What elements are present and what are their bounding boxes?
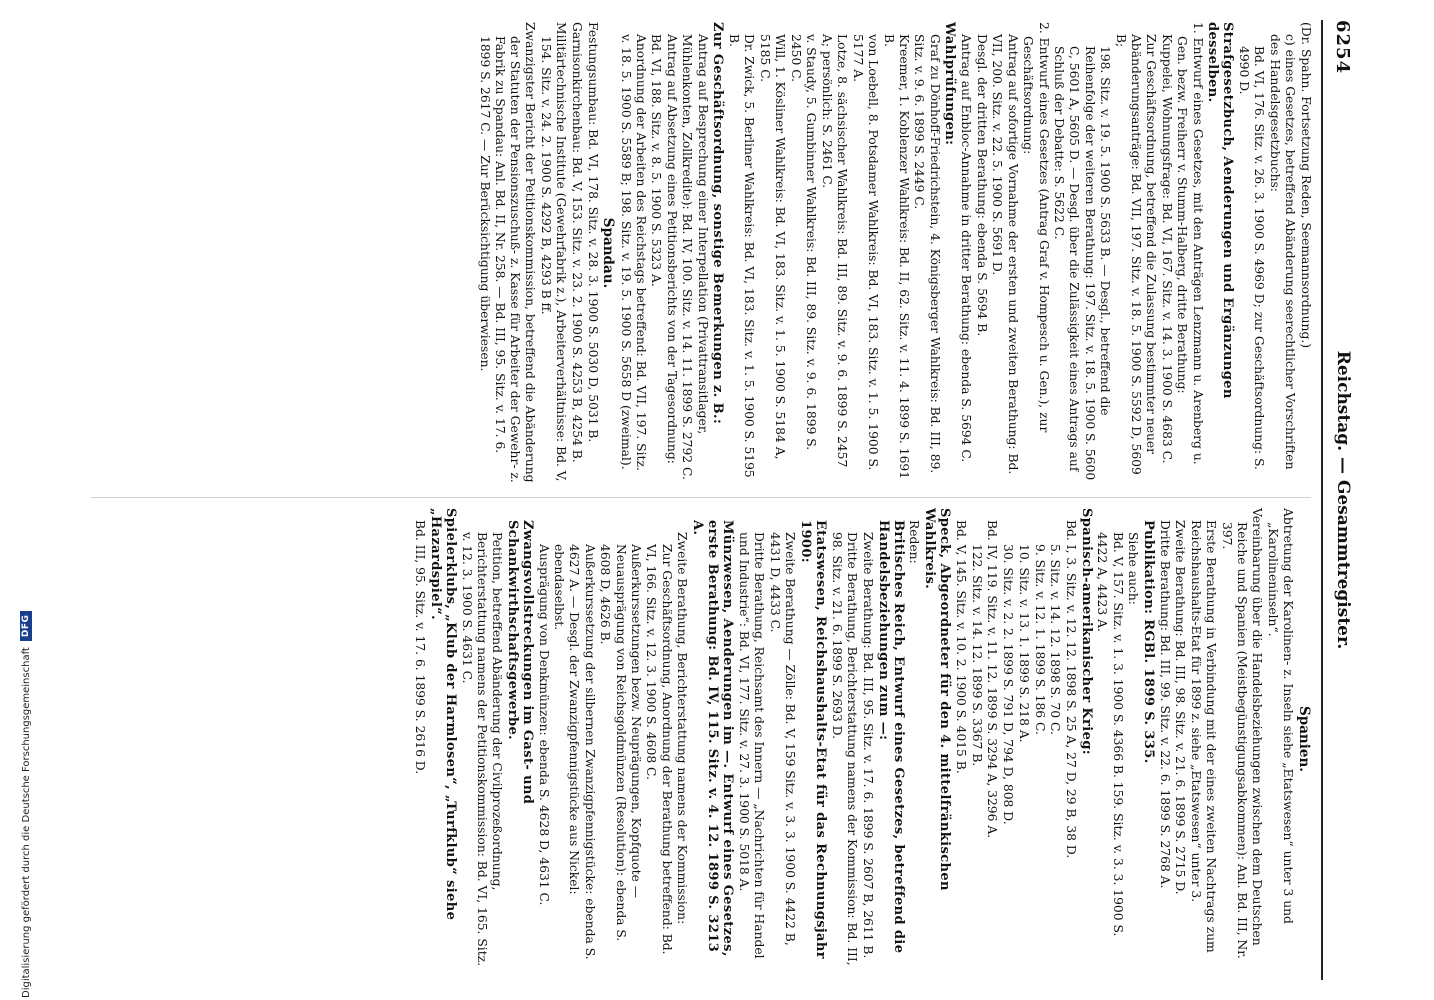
entry-line: Zwanzigster Bericht der Petitionskommission, betreffend die Abänderung der Statuten der Pensionszuschuß- z. Kasse für Arbeiter der Gewehr- z. Fabrik zu Spandau: Anl. Bd. II, Nr. 258. — Bd. III, 95. Sitz. v. 17. 6. 1899 S. 2617 C. — Zur Berücksichtigung überwiesen. [477, 22, 538, 483]
entry-line: 5. Sitz. v. 14. 12. 1898 S. 70 C. [1048, 544, 1063, 735]
entry-line: Antrag auf Besprechung einer Interpellation (Privattransitlager, Mühlenkonten, Zollkredite): Bd. IV, 100. Sitz. v. 14. 11. 1899 S. 2792 C. [680, 34, 710, 480]
entry-line: Dritte Berathung, Berichterstattung namens der Kommission: Bd. III, 98. Sitz. v. 21. 6. 1899 S. 2693 D. [829, 532, 860, 966]
entry-line: 122. Sitz. v. 14. 12. 1899 S. 3367 B. [969, 544, 984, 767]
page-number: 6254 [1332, 20, 1353, 75]
entry-line: Dr. Zwick, 5. Berliner Wahlkreis: Bd. VI, 183. Sitz. v. 1. 5. 1900 S. 5195 B. [726, 34, 757, 478]
entry-line: 9. Sitz. v. 12. 1. 1899 S. 186 C. [1032, 544, 1047, 735]
entry-line: Graf zu Dönhoff-Friedrichstein, 4. Königsberger Wahlkreis: Bd. III, 89. Sitz. v. 9. 6. 1899 S. 2449 C. [912, 34, 942, 474]
entry-line: Kuppelei, Wohnungsfrage: Bd. VI, 167. Sitz. v. 14. 3. 1900 S. 4683 C. [1159, 34, 1174, 464]
entry-line: Bd. V, 145. Sitz. v. 10. 2. 1900 S. 4015 B. [954, 520, 969, 774]
section-heading: Speck, Abgeordneter für den 4. mittelfränkischen Wahlkreis. [922, 508, 953, 891]
entry-line: Garnisonkirchenbau: Bd. V, 153. Sitz. v. 23. 2. 1900 S. 4253 B, 4254 B. [569, 22, 584, 463]
entry-line: Zweite Berathung: Bd. III, 98. Sitz. v. 21. 6. 1899 S. 2715 D. [1173, 520, 1188, 895]
entry-line: Antrag auf Absetzung eines Petitionsberichts von der Tagesordnung: Bd. VI, 188. Sitz. v. 8. 5. 1900 S. 5323 A. [649, 34, 679, 464]
section-heading: Spanisch-amerikanischer Krieg: [1078, 508, 1094, 756]
entry-line: Festungsumbau: Bd. VI, 178. Sitz. v. 28. 3. 1900 S. 5030 D, 5031 B. [585, 22, 600, 443]
entry-line: Zur Geschäftsordnung, Anordnung der Berathung betreffend: Bd. VI, 166. Sitz. v. 12. 3. 1900 S. 4608 C. [644, 544, 674, 955]
section-heading: Spielerklubs, „Klub der Harmlosen“, „Turfklub“ siehe „Hazardspiel“. [427, 508, 458, 921]
right-column [411, 508, 1313, 970]
dfg-logo: DFG [20, 611, 32, 642]
entry-line: 30. Sitz. v. 2. 2. 1899 S. 791 D, 794 D, 808 D. [1001, 544, 1016, 825]
entry-line: Siehe auch: [1126, 532, 1141, 605]
entry-line: Petition, betreffend Abänderung der Civilprozeßordnung, Berichterstattung namens der Petitionskommission: Bd. VI, 165. Sitz. v. 12. 3. 1900 S. 4631 C. [459, 532, 504, 967]
section-heading: Strafgesetzbuch, Aenderungen und Ergänzungen desselben. [1205, 22, 1236, 399]
entry-line: Antrag auf Enbloc-Annahme in dritter Berathung: ebenda S. 5694 C. [959, 34, 974, 463]
entry-line: 2. Entwurf eines Gesetzes (Antrag Graf v. Hompesch u. Gen.), zur Geschäftsordnung: [1021, 22, 1051, 433]
entry-line: Anordnung der Arbeiten des Reichstags betreffend: Bd. VII, 197. Sitz. v. 18. 5. 1900 S. 5589 B; 198. Sitz. v. 19. 5. 1900 S. 5658 D (zweimal). [618, 34, 648, 471]
entry-line: Kreemer, 1. Koblenzer Wahlkreis: Bd. II, 62. Sitz. v. 11. 4. 1899 S. 1691 B. [881, 34, 911, 480]
entry-line: 1. Entwurf eines Gesetzes, mit den Anträgen Lenzmann u. Arenberg u. Gen. bezw. Freiherr v. Stumm-Halberg, dritte Berathung: [1175, 22, 1205, 465]
left-column [476, 22, 1313, 484]
entry-line: Dritte Berathung: Bd. III, 99. Sitz. v. 22. 6. 1899 S. 2768 A. [1157, 520, 1172, 889]
entry-line: Abtretung der Karolinen- z. Inseln siehe „Etatswesen“ unter 3 und „Karolineninseln“. [1266, 508, 1296, 924]
section-heading: Zwangsvollstreckungen im Gast- und Schankwirthschaftsgewerbe. [504, 520, 535, 805]
entry-line: Antrag auf sofortige Vornahme der ersten und zweiten Berathung: Bd. VII, 200. Sitz. v. 22. 5. 1900 S. 5691 D. [990, 34, 1020, 475]
entry-line: 10. Sitz. v. 13. 1. 1899 S. 218 A. [1016, 544, 1031, 743]
entry-line: Bd. IV, 119. Sitz. v. 11. 12. 1899 S. 3294 A, 3296 A. [985, 520, 1000, 839]
page-header [1321, 20, 1361, 980]
digitization-credit [2, 0, 32, 1000]
entry-line: Lotze, 8. sächsischer Wahlkreis: Bd. III, 89. Sitz. v. 9. 6. 1899 S. 2457 A; persönlich: S. 2461 C. [819, 34, 849, 468]
entry-line: 198. Sitz. v. 19. 5. 1900 S. 5633 B. — Desgl., betreffend die Reihenfolge der weiteren Berathung: 197. Sitz. v. 18. 5. 1900 S. 5600 C, 5601 A, 5605 D. — Desgl. über die Zulässigkeit eines Antrags auf Schluß der Debatte: S. 5622 C. [1052, 46, 1112, 481]
entry-line: Bd. V, 157. Sitz. v. 1. 3. 1900 S. 4366 B. 159. Sitz. v. 3. 3. 1900 S. 4422 A, 4423 A. [1095, 532, 1125, 937]
entry-line: Erste Berathung in Verbindung mit der eines zweiten Nachtrags zum Reichshaushalts-Etat für 1899 z. siehe „Etatswesen“ unter 3. [1189, 520, 1219, 953]
section-heading: Etatswesen, Reichshaushalts-Etat für das Rechnungsjahr 1900: [798, 520, 829, 959]
rotated-register-page [67, 0, 1367, 1000]
section-heading: Britisches Reich, Entwurf eines Gesetzes, betreffend die Handelsbeziehungen zum —: [875, 520, 906, 954]
entry-line: Vereinbarung über die Handelsbeziehungen zwischen dem Deutschen Reiche und Spanien (Meistbegünstigungsabkommen): Anl. Bd. III, Nr. 397. [1219, 508, 1265, 959]
header-rule [1321, 20, 1323, 980]
entry-line: (Dr. Spahn. Fortsetzung Reden, Seemannsordnung.) [1299, 22, 1313, 349]
entry-line: Dritte Berathung, Reichsamt des Innern — „Nachrichten für Handel und Industrie“: Bd. VI, 177. Sitz. v. 27. 3. 1900 S. 5018 A. [737, 532, 767, 959]
column-divider [91, 497, 1311, 498]
section-heading: Münzwesen, Aenderungen im —. Entwurf eines Gesetzes, erste Berathung: Bd. IV, 115. Sitz. v. 4. 12. 1899 S. 3213 A. [690, 520, 736, 957]
section-heading: Spanien. [1296, 706, 1312, 772]
entry-line: Desgl. der dritten Berathung: ebenda S. 5694 B. [974, 34, 989, 337]
entry-line: Ausprägung von Denkmünzen: ebenda S. 4628 D, 4631 C. [536, 544, 551, 906]
entry-line: Reden: [907, 520, 922, 564]
entry-line: Zweite Berathung: Bd. III, 95. Sitz. v. 17. 6. 1899 S. 2607 B, 2611 B. [860, 532, 875, 959]
entry-line: Will, 1. Kösliner Wahlkreis: Bd. VI, 183. Sitz. v. 1. 5. 1900 S. 5184 A, 5185 C. [757, 34, 788, 460]
entry-line: Zur Geschäftsordnung, betreffend die Zulassung bestimmter neuer Abänderungsanträge: Bd. VII, 197. Sitz. v. 18. 5. 1900 S. 5592 D, 5609 B; [1113, 34, 1158, 475]
entry-line: Bd. VI, 176. Sitz. v. 26. 3. 1900 S. 4969 D; zur Geschäftsordnung: S. 4990 D. [1237, 46, 1267, 470]
entry-line: v. Staudy, 5. Gumbinner Wahlkreis: Bd. III, 89. Sitz. v. 9. 6. 1899 S. 2450 C. [788, 34, 818, 451]
entry-line: Bd. I, 3. Sitz. v. 12. 12. 1898 S. 25 A, 27 D, 29 B, 38 D. [1063, 520, 1078, 859]
entry-line: c) eines Gesetzes, betreffend Abänderung seerechtlicher Vorschriften des Handelsgesetzbuchs: [1268, 34, 1298, 470]
entry-line: Außerkurssetzungen bezw. Neuprägungen, Kopfquote — Neuausprägung von Reichsgoldmünzen (Resolution): ebenda S. 4608 D, 4626 B. [598, 544, 643, 942]
section-heading: Publikation: RGBl. 1899 S. 335. [1140, 520, 1156, 764]
entry-line: von Loebell, 8. Potsdamer Wahlkreis: Bd. VI, 183. Sitz. v. 1. 5. 1900 S. 5177 A. [850, 34, 880, 471]
section-heading: Spandau. [600, 217, 617, 289]
entry-line: Zweite Berathung — Zölle: Bd. V, 159 Sitz. v. 3. 3. 1900 S. 4422 B, 4431 D, 4433 C. [768, 532, 798, 946]
section-heading: Wahlprüfungen: [942, 22, 958, 146]
credit-text: Digitalisierung gefördert durch die Deutsche Forschungsgemeinschaft [20, 647, 32, 998]
section-heading: Zur Geschäftsordnung, sonstige Bemerkungen z. B.: [710, 22, 726, 425]
running-title: Reichstag. — Gesammtregister. [1333, 350, 1353, 650]
entry-line: Zweite Berathung, Berichterstattung namens der Kommission: [675, 532, 690, 925]
entry-line: Bd. III, 95. Sitz. v. 17. 6. 1899 S. 2616 D. [412, 520, 427, 775]
entry-line: Außerkurssetzung der silbernen Zwanzigpfennigstücke: ebenda S. 4627 A. — Desgl. der Zwanzigpfennigstücke aus Nickel: ebendaselbst. [552, 544, 597, 960]
entry-line: Militärtechnische Institute (Gewehrfabrik z.), Arbeiterverhältnisse: Bd. V, 154. Sitz. v. 24. 2. 1900 S. 4292 B, 4293 B ff. [539, 22, 569, 482]
